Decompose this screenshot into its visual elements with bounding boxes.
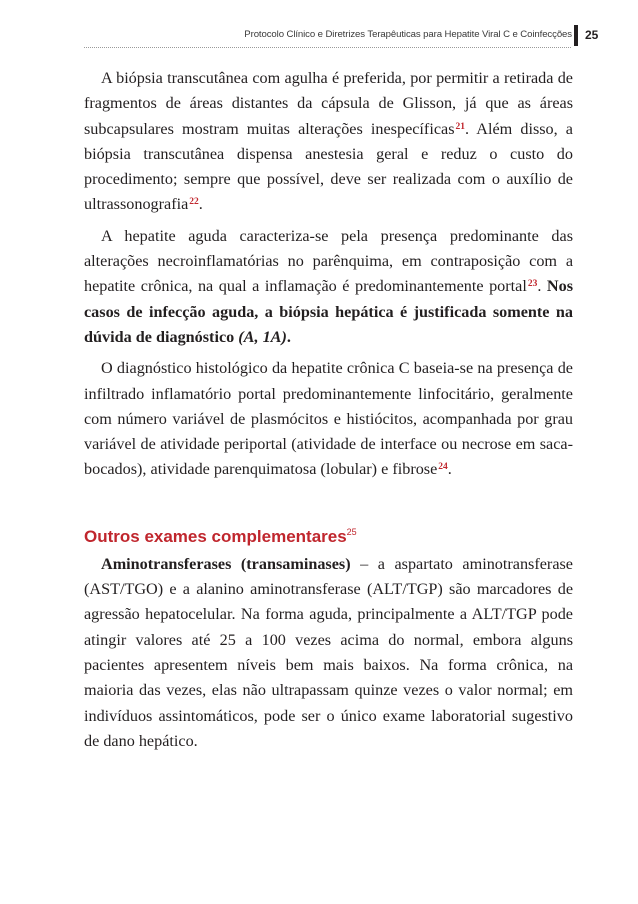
paragraph-text: A biópsia transcutânea com agulha é preferida, por permitir a retirada de fragmentos de áreas distantes da cápsula de Glisson, já que as áreas subcapsulares mostram muitas alterações inespecíficas: [84, 69, 573, 138]
section-heading: [84, 527, 573, 547]
page-number: 25: [585, 28, 599, 42]
reference-superscript: 24: [438, 462, 448, 473]
reference-superscript: 22: [189, 197, 199, 208]
paragraph-text: .: [447, 460, 452, 479]
paragraph-acute-hepatitis: [84, 224, 573, 350]
section-heading-reference: 25: [346, 526, 357, 537]
reference-superscript: 21: [455, 121, 465, 132]
header-separator-bar: [574, 25, 578, 46]
running-header-title: Protocolo Clínico e Diretrizes Terapêuticas para Hepatite Viral C e Coinfecções: [244, 29, 572, 40]
paragraph-text: – a aspartato aminotransferase (AST/TGO) e a alanino aminotransferase (ALT/TGP) são marcadores de agressão hepatocelular. Na forma aguda, principalmente a ALT/TGP pode atingir valores até 25 a 100 vezes acima do normal, embora alguns pacientes apresentem níveis bem mais baixos. Na forma crônica, na maioria das vezes, elas não ultrapassam quinze vezes o valor normal; em indivíduos assintomáticos, pode ser o único exame laboratorial sugestivo de dano hepático.: [84, 554, 573, 750]
paragraph-biopsy-technique: [84, 66, 573, 218]
paragraph-text: .: [198, 195, 203, 214]
recommendation-text: Nos casos de infecção aguda, a biópsia hepática é justificada somente na dúvida de diagnóstico: [84, 277, 573, 346]
paragraph-aminotransferases: [84, 552, 573, 754]
paragraph-text: A hepatite aguda caracteriza-se pela presença predominante das alterações necroinflamatórias no parênquima, em contraposição com a hepatite crônica, na qual a inflamação é predominantemente portal: [84, 226, 573, 296]
page-header: [0, 0, 638, 48]
recommendation-period: .: [286, 327, 291, 346]
paragraph-text: . Além disso, a biópsia transcutânea dispensa anestesia geral e reduz o custo do procedimento; sempre que possível, deve ser realizada com o auxílio de ultrassonografia: [84, 119, 573, 214]
section-heading-text: Outros exames complementares: [84, 526, 347, 546]
page-body: [84, 66, 573, 754]
header-dotted-rule: [84, 47, 571, 48]
reference-superscript: 23: [527, 279, 538, 290]
term-heading: Aminotransferases (transaminases): [101, 554, 351, 573]
paragraph-text: O diagnóstico histológico da hepatite crônica C baseia-se na presença de infiltrado inflamatório portal predominantemente linfocitário, geralmente com número variável de plasmócitos e histiócitos, acompanhada por grau variável de atividade periportal (atividade de interface ou necrose em saca-bocados), atividade parenquimatosa (lobular) e fibrose: [84, 359, 573, 479]
evidence-grade: (A, 1A): [238, 327, 287, 346]
paragraph-histologic-diagnosis: [84, 356, 573, 482]
paragraph-text: .: [537, 277, 547, 296]
